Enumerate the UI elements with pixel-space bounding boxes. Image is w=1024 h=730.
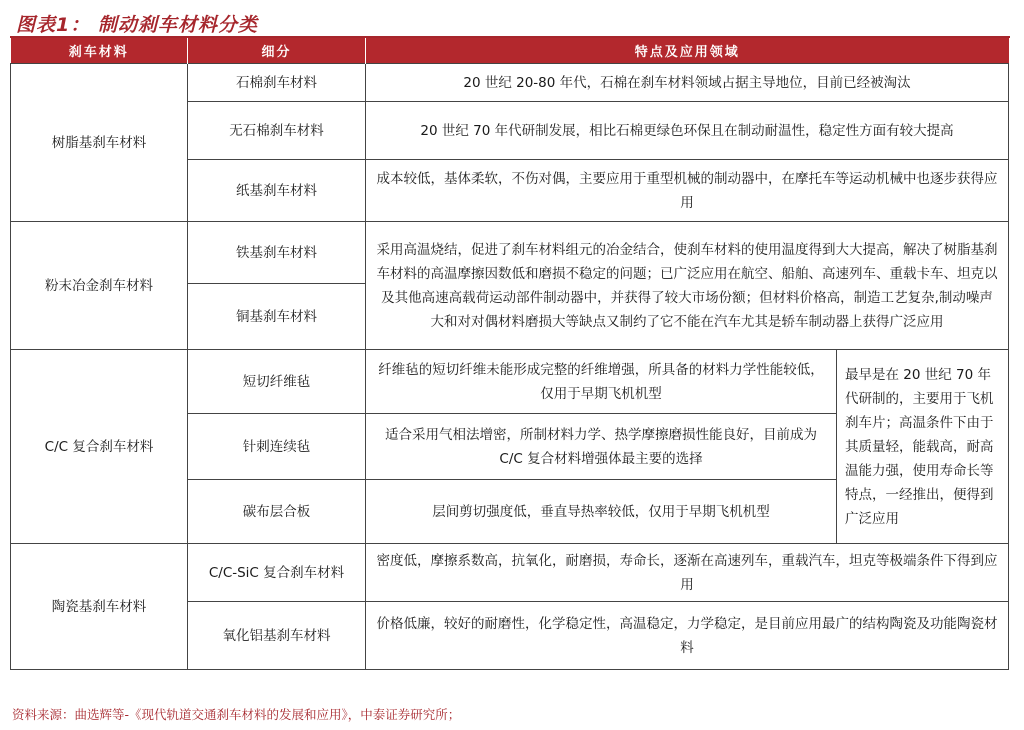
header-subtype: 细分	[188, 38, 366, 64]
category-cell: 粉末冶金刹车材料	[11, 222, 188, 350]
header-features: 特点及应用领域	[366, 38, 1009, 64]
header-material: 刹车材料	[11, 38, 188, 64]
features-cell: 成本较低，基体柔软，不伤对偶，主要应用于重型机械的制动器中，在摩托车等运动机械中也逐步获得应用	[366, 160, 1009, 222]
subtype-cell: 铁基刹车材料	[188, 222, 366, 284]
subtype-cell: 无石棉刹车材料	[188, 102, 366, 160]
table-row	[11, 222, 1009, 284]
subtype-cell: C/C-SiC 复合刹车材料	[188, 544, 366, 602]
features-cell: 层间剪切强度低，垂直导热率较低，仅用于早期飞机机型	[366, 480, 837, 544]
features-cell: 价格低廉，较好的耐磨性，化学稳定性，高温稳定，力学稳定，是目前应用最广的结构陶瓷及功能陶瓷材料	[366, 602, 1009, 670]
features-cell: 20 世纪 70 年代研制发展，相比石棉更绿色环保且在制动耐温性，稳定性方面有较大提高	[366, 102, 1009, 160]
source-note: 资料来源：曲选辉等-《现代轨道交通刹车材料的发展和应用》，中泰证券研究所；	[12, 707, 461, 722]
header-row	[11, 38, 1009, 64]
subtype-cell: 石棉刹车材料	[188, 64, 366, 102]
subtype-cell: 纸基刹车材料	[188, 160, 366, 222]
category-cell: C/C 复合刹车材料	[11, 350, 188, 544]
subtype-cell: 碳布层合板	[188, 480, 366, 544]
shared-note-cell: 最早是在 20 世纪 70 年代研制的，主要用于飞机刹车片；高温条件下由于其质量轻，能载高，耐高温能力强，使用寿命长等特点，一经推出，便得到广泛应用	[837, 350, 1009, 544]
figure-title: 图表1： 制动刹车材料分类	[16, 14, 258, 36]
features-cell: 适合采用气相法增密，所制材料力学、热学摩擦磨损性能良好，目前成为 C/C 复合材料增强体最主要的选择	[366, 414, 837, 480]
subtype-cell: 短切纤维毡	[188, 350, 366, 414]
category-cell: 陶瓷基刹车材料	[11, 544, 188, 670]
title-bar	[10, 6, 1010, 38]
subtype-cell: 氧化铝基刹车材料	[188, 602, 366, 670]
features-cell: 纤维毡的短切纤维未能形成完整的纤维增强，所具备的材料力学性能较低，仅用于早期飞机机型	[366, 350, 837, 414]
table-row	[11, 350, 1009, 414]
features-cell: 采用高温烧结，促进了刹车材料组元的冶金结合，使刹车材料的使用温度得到大大提高，解决了树脂基刹车材料的高温摩擦因数低和磨损不稳定的问题；已广泛应用在航空、船舶、高速列车、重载卡车、坦克以及其他高速高载荷运动部件制动器中，并获得了较大市场份额；但材料价格高，制造工艺复杂,制动噪声大和对对偶材料磨损大等缺点又制约了它不能在汽车尤其是轿车制动器上获得广泛应用	[366, 222, 1009, 350]
subtype-cell: 针刺连续毡	[188, 414, 366, 480]
subtype-cell: 铜基刹车材料	[188, 284, 366, 350]
table-row	[11, 544, 1009, 602]
features-cell: 密度低，摩擦系数高，抗氧化，耐磨损，寿命长，逐渐在高速列车，重载汽车，坦克等极端条件下得到应用	[366, 544, 1009, 602]
table-row	[11, 64, 1009, 102]
features-cell: 20 世纪 20-80 年代，石棉在刹车材料领域占据主导地位，目前已经被淘汰	[366, 64, 1009, 102]
brake-material-table	[10, 38, 1009, 670]
category-cell: 树脂基刹车材料	[11, 64, 188, 222]
